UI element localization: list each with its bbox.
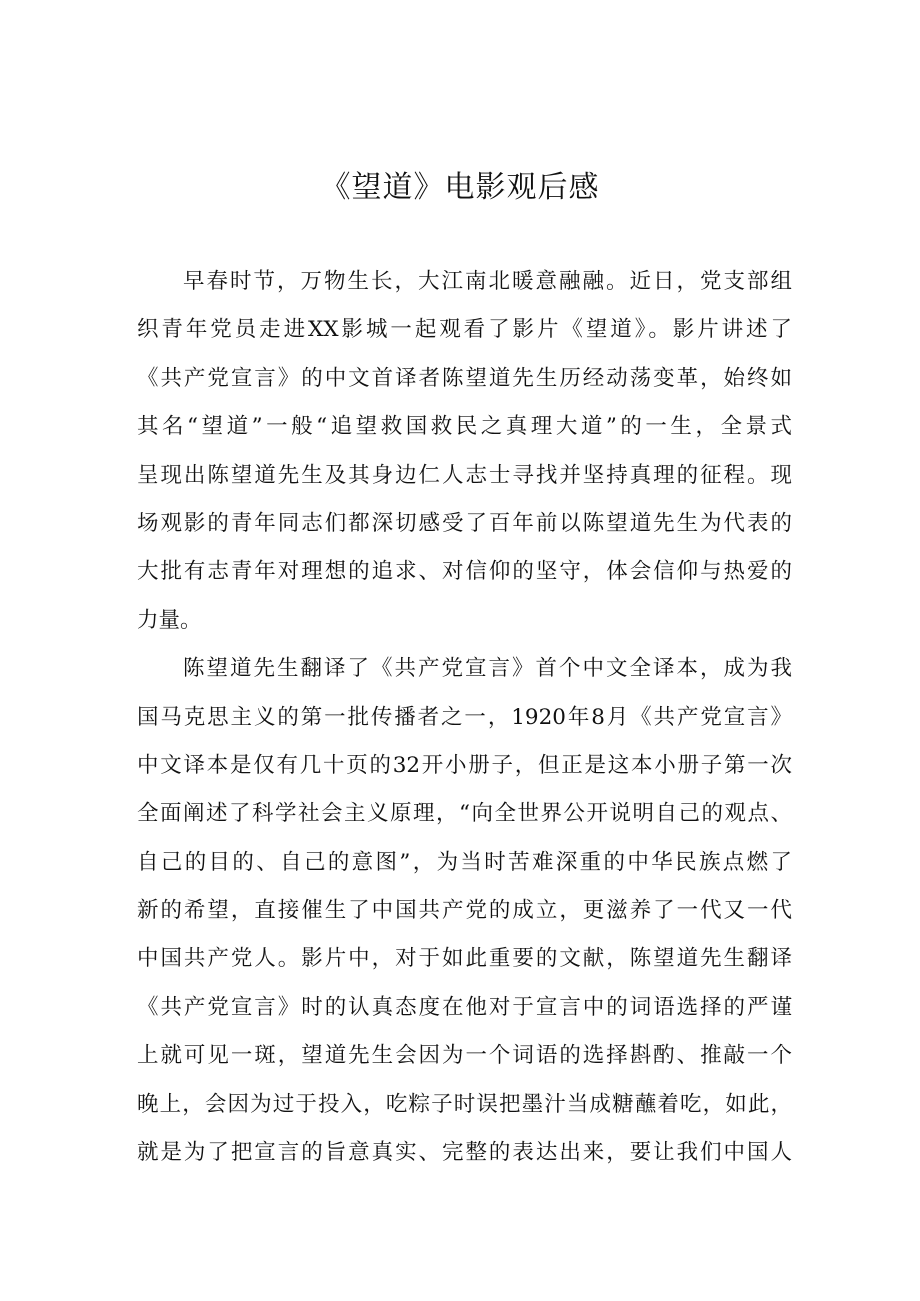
text-line: 大批有志青年对理想的追求、对信仰的坚守，体会信仰与热爱的 xyxy=(137,559,792,585)
article-body xyxy=(137,258,792,1177)
text-line: 中国共产党人。影片中，对于如此重要的文献，陈望道先生翻译 xyxy=(137,946,792,972)
text-line: 场观影的青年同志们都深切感受了百年前以陈望道先生为代表的 xyxy=(137,510,792,536)
text-line: 呈现出陈望道先生及其身边仁人志士寻找并坚持真理的征程。现 xyxy=(137,462,792,488)
text-line: 《共产党宣言》时的认真态度在他对于宣言中的词语选择的严谨 xyxy=(137,994,792,1020)
text-line: 《共产党宣言》的中文首译者陈望道先生历经动荡变革，始终如 xyxy=(137,365,792,391)
text-line: 早春时节，万物生长，大江南北暖意融融。近日，党支部组 xyxy=(183,269,792,294)
page-title: 《望道》电影观后感 xyxy=(320,170,600,205)
text-line: 织青年党员走进XX影城一起观看了影片《望道》。影片讲述了 xyxy=(137,317,792,343)
text-line: 国马克思主义的第一批传播者之一，1920年8月《共产党宣言》 xyxy=(137,704,792,730)
text-line: 力量。 xyxy=(137,607,202,633)
text-line: 上就可见一斑，望道先生会因为一个词语的选择斟酌、推敲一个 xyxy=(137,1043,792,1069)
text-line: 就是为了把宣言的旨意真实、完整的表达出来，要让我们中国人 xyxy=(137,1140,792,1166)
text-line: 新的希望，直接催生了中国共产党的成立，更滋养了一代又一代 xyxy=(137,898,792,924)
text-line: 自己的目的、自己的意图”，为当时苦难深重的中华民族点燃了 xyxy=(137,849,792,875)
text-line: 其名“望道”一般“追望救国救民之真理大道”的一生，全景式 xyxy=(137,414,792,440)
text-line: 陈望道先生翻译了《共产党宣言》首个中文全译本，成为我 xyxy=(183,656,792,682)
text-line: 全面阐述了科学社会主义原理，“向全世界公开说明自己的观点、 xyxy=(137,801,792,827)
text-line: 晚上，会因为过于投入，吃粽子时误把墨汁当成糖蘸着吃，如此， xyxy=(137,1091,792,1117)
text-line: 中文译本是仅有几十页的32开小册子，但正是这本小册子第一次 xyxy=(137,752,792,778)
